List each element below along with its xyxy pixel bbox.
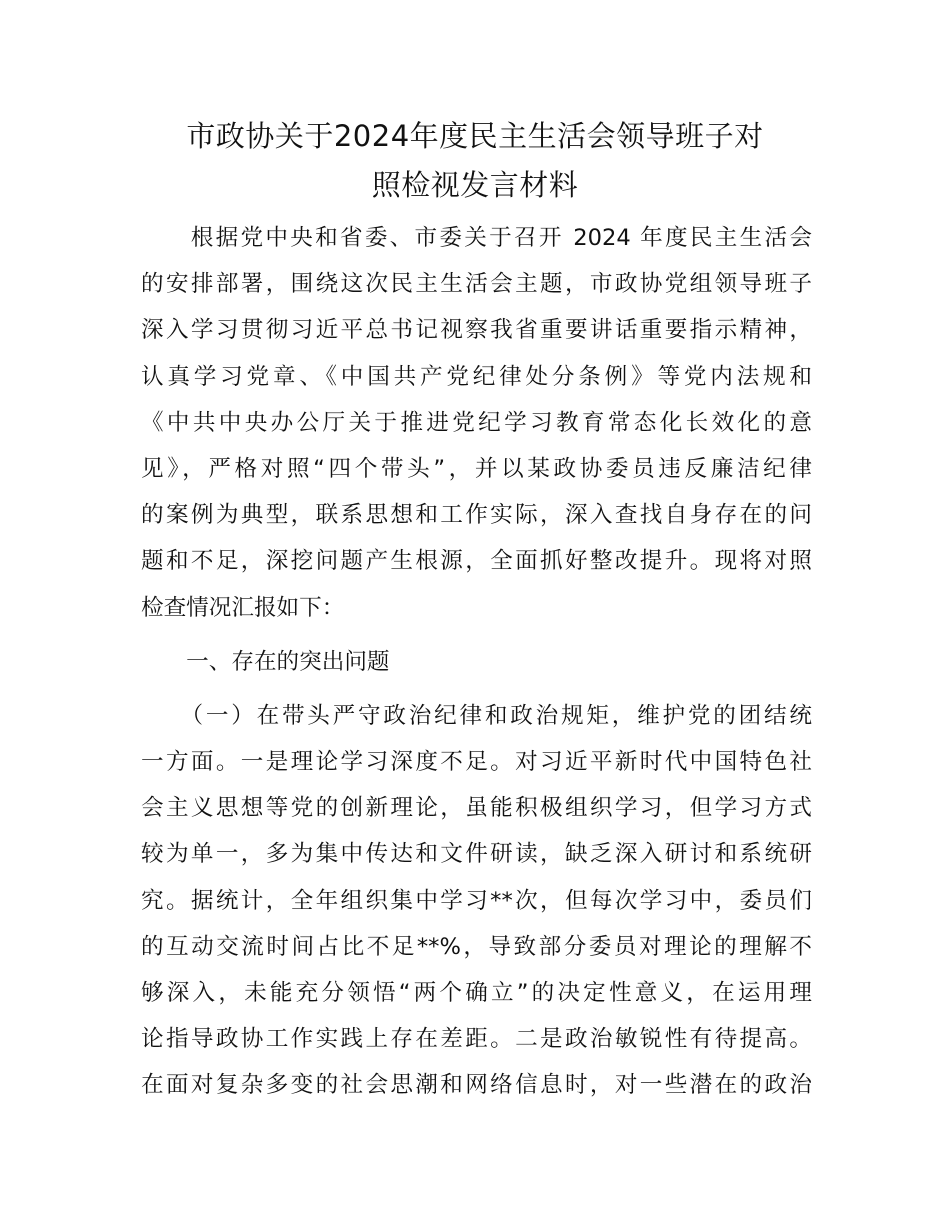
paragraph-line: 的互动交流时间占比不足**%，导致部分委员对理论的理解不 [141,933,812,960]
document-title [140,112,810,210]
paragraph-line: 根据党中央和省委、市委关于召开 2024 年度民主生活会 [141,225,812,251]
intro-paragraph [141,215,812,631]
paragraph-line: 检查情况汇报如下： [141,594,345,621]
paragraph-line: 够深入，未能充分领悟“两个确立”的决定性意义，在运用理 [141,980,812,1006]
paragraph-line: 见》，严格对照“四个带头”，并以某政协委员违反廉洁纪律 [141,455,812,482]
title-line: 市政协关于2024年度民主生活会领导班子对 [186,119,764,153]
paragraph-line: 会主义思想等党的创新理论，虽能积极组织学习，但学习方式 [141,795,812,822]
paragraph-line: 题和不足，深挖问题产生根源，全面抓好整改提升。现将对照 [141,548,812,575]
spacer [141,685,812,693]
section-heading: 一、存在的突出问题 [141,648,390,675]
paragraph-line: 究。据统计，全年组织集中学习**次，但每次学习中，委员们 [141,887,812,914]
document-body [141,215,812,1109]
paragraph-line: 认真学习党章、《中国共产党纪律处分条例》等党内法规和 [141,363,812,390]
title-line: 照检视发言材料 [371,168,579,202]
paragraph-line: （一）在带头严守政治纪律和政治规矩，维护党的团结统 [141,702,812,729]
section-paragraph [141,693,812,1109]
paragraph-line: 《中共中央办公厅关于推进党纪学习教育常态化长效化的意 [141,409,812,436]
spacer [141,631,812,639]
paragraph-line: 的安排部署，围绕这次民主生活会主题，市政协党组领导班子 [141,271,812,298]
paragraph-line: 在面对复杂多变的社会思潮和网络信息时，对一些潜在的政治 [141,1072,812,1099]
paragraph-line: 一方面。一是理论学习深度不足。对习近平新时代中国特色社 [141,749,812,776]
paragraph-line: 的案例为典型，联系思想和工作实际，深入查找自身存在的问 [141,502,812,529]
paragraph-line: 较为单一，多为集中传达和文件研读，缺乏深入研讨和系统研 [141,841,812,868]
paragraph-line: 论指导政协工作实践上存在差距。二是政治敏锐性有待提高。 [141,1026,812,1053]
paragraph-line: 深入学习贯彻习近平总书记视察我省重要讲话重要指示精神， [141,317,812,344]
